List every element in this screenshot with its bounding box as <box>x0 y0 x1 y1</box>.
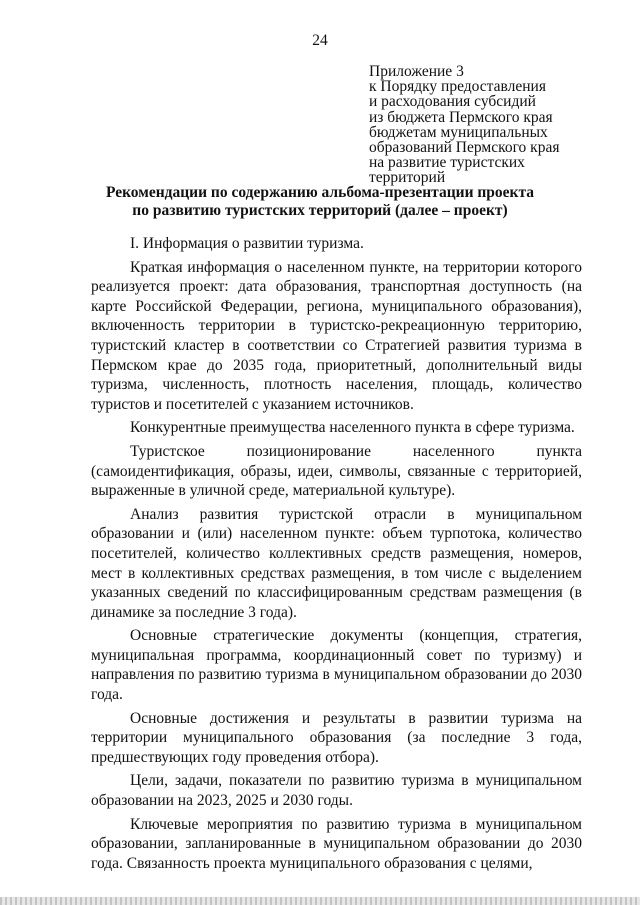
appendix-line: бюджетам муниципальных <box>369 123 548 141</box>
appendix-line: и расходования субсидий <box>369 93 536 111</box>
document-title <box>0 184 640 220</box>
document-body <box>91 234 582 873</box>
page-number: 24 <box>312 32 328 49</box>
paragraph-goals: Цели, задачи, показатели по развитию туризма в муниципальном образовании на 2023, 2025 и 2030 годы. <box>91 772 582 810</box>
paragraph-strategic-documents: Основные стратегические документы (концепция, стратегия, муниципальная программа, координационный совет по туризму) и направления по развитию туризма в муниципальном образовании до 2030 года. <box>91 627 582 704</box>
appendix-reference <box>369 64 599 186</box>
title-line-1: Рекомендации по содержанию альбома-презентации проекта <box>105 184 535 201</box>
appendix-line: территорий <box>369 169 446 187</box>
appendix-line: образований Пермского края <box>369 139 560 157</box>
paragraph-industry-analysis: Анализ развития туристской отрасли в муниципальном образовании и (или) населенном пункте: объем турпотока, количество посетителей, количество коллективных средств размещения, номеров, мест в коллективных средствах размещения, в том числе с выделением указанных сведений по классифицированным средствам размещения (в динамике за последние 3 года). <box>91 505 582 621</box>
title-line-2: по развитию туристских территорий (далее – проект) <box>132 202 508 219</box>
appendix-line: Приложение 3 <box>369 63 464 80</box>
scan-edge-artifact <box>0 897 640 905</box>
section-heading: I. Информация о развитии туризма. <box>130 235 364 252</box>
paragraph-brief-info: Краткая информация о населенном пункте, на территории которого реализуется проект: дата образования, транспортная доступность (на карте Российской Федерации, региона, муниципального образования), включенность территории в туристско-рекреационную территорию, туристский кластер в соответствии со Стратегией развития туризма в Пермском крае до 2035 года, приоритетный, дополнительный виды туризма, численность, плотность населения, площадь, количество туристов и посетителей с указанием источников. <box>91 258 582 413</box>
appendix-line: из бюджета Пермского края <box>369 108 553 126</box>
paragraph-tourist-positioning: Туристское позиционирование населенного пункта (самоидентификация, образы, идеи, символы, связанные с территорией, выраженные в уличной среде, материальной культуре). <box>91 442 582 500</box>
paragraph-key-activities: Ключевые мероприятия по развитию туризма в муниципальном образовании, запланированные в муниципальном образовании до 2030 года. Связанность проекта муниципального образования с целями, <box>91 815 582 872</box>
paragraph-competitive-advantages: Конкурентные преимущества населенного пункта в сфере туризма. <box>130 419 575 437</box>
paragraph-achievements: Основные достижения и результаты в развитии туризма на территории муниципального образования (за последние 3 года, предшествующих году проведения отбора). <box>91 709 582 766</box>
appendix-line: к Порядку предоставления <box>369 78 546 96</box>
appendix-line: на развитие туристских <box>369 154 525 172</box>
